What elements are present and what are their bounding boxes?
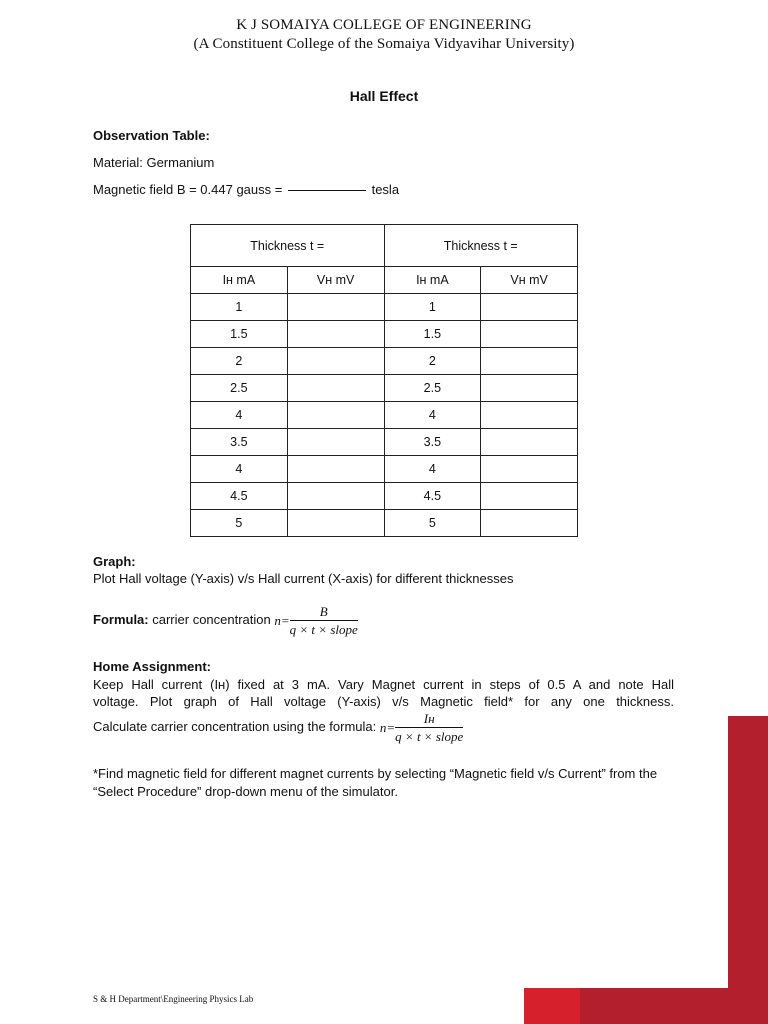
table-cell <box>481 402 578 429</box>
table-cell <box>287 375 384 402</box>
table-cell: 3.5 <box>191 429 288 456</box>
assignment-formula-numerator: Iʜ <box>395 711 463 728</box>
formula-line <box>93 604 358 637</box>
table-cell <box>481 429 578 456</box>
formula-denominator: q × t × slope <box>289 622 358 637</box>
table-cell <box>481 375 578 402</box>
assignment-calc-text: Calculate carrier concentration using the formula: <box>93 718 377 734</box>
table-cell: 1 <box>191 294 288 321</box>
table-cell: 4 <box>384 402 481 429</box>
table-cell <box>481 456 578 483</box>
college-header <box>0 16 768 54</box>
formula-lhs: n= <box>274 613 290 628</box>
table-cell: 2 <box>191 348 288 375</box>
fill-in-blank <box>288 190 366 191</box>
assignment-line-1: Keep Hall current (Iʜ) fixed at 3 mA. Vary Magnet current in steps of 0.5 A and note Hall <box>93 677 674 692</box>
table-cell <box>287 402 384 429</box>
decorative-red-bar-vertical <box>728 716 768 1024</box>
table-cell <box>287 321 384 348</box>
assignment-formula-line <box>93 711 463 744</box>
table-row <box>191 456 578 483</box>
table-cell <box>287 348 384 375</box>
table-row <box>191 321 578 348</box>
table-cell <box>287 456 384 483</box>
page-title: Hall Effect <box>349 88 419 104</box>
col-header-ih-2: Iʜ mA <box>384 267 481 294</box>
formula-numerator: B <box>290 604 358 621</box>
table-cell <box>287 294 384 321</box>
col-header-vh-1: Vʜ mV <box>287 267 384 294</box>
graph-heading: Graph: <box>93 554 136 569</box>
table-cell <box>481 321 578 348</box>
table-cell: 5 <box>191 510 288 537</box>
assignment-heading: Home Assignment: <box>93 659 211 674</box>
table-row <box>191 375 578 402</box>
formula-label: Formula: <box>93 611 149 627</box>
table-cell: 3.5 <box>384 429 481 456</box>
material-text: Material: Germanium <box>93 155 215 170</box>
thickness-header-1: Thickness t = <box>191 225 385 267</box>
table-row <box>191 402 578 429</box>
observation-heading: Observation Table: <box>93 128 210 143</box>
college-subtitle: (A Constituent College of the Somaiya Vidyavihar University) <box>193 36 575 52</box>
table-cell <box>287 483 384 510</box>
table-cell: 5 <box>384 510 481 537</box>
table-cell: 4 <box>191 456 288 483</box>
table-cell: 4.5 <box>384 483 481 510</box>
table-cell: 4.5 <box>191 483 288 510</box>
table-group-header-row <box>191 225 578 267</box>
col-header-vh-2: Vʜ mV <box>481 267 578 294</box>
formula-fraction <box>290 604 358 637</box>
table-cell <box>481 294 578 321</box>
table-row <box>191 510 578 537</box>
table-cell: 2 <box>384 348 481 375</box>
table-cell: 1 <box>384 294 481 321</box>
magnetic-field-suffix: tesla <box>371 182 400 197</box>
assignment-formula-lhs: n= <box>379 720 396 735</box>
decorative-red-bar-accent <box>524 988 580 1024</box>
footer-text: S & H Department\Engineering Physics Lab <box>93 994 254 1004</box>
table-cell <box>481 348 578 375</box>
table-row <box>191 429 578 456</box>
table-cell <box>287 429 384 456</box>
thickness-header-2: Thickness t = <box>384 225 578 267</box>
assignment-formula-fraction <box>395 711 463 744</box>
assignment-note: *Find magnetic field for different magnet currents by selecting “Magnetic field v/s Current” from the “Select Procedure” drop-down menu of the simulator. <box>93 766 658 799</box>
assignment-formula-denominator: q × t × slope <box>395 729 464 744</box>
col-header-ih-1: Iʜ mA <box>191 267 288 294</box>
college-name: K J SOMAIYA COLLEGE OF ENGINEERING <box>236 17 532 33</box>
assignment-line-2: voltage. Plot graph of Hall voltage (Y-axis) v/s Magnetic field* for any one thickness. <box>93 694 674 709</box>
magnetic-field-line <box>93 181 399 198</box>
table-cell <box>481 483 578 510</box>
graph-text: Plot Hall voltage (Y-axis) v/s Hall current (X-axis) for different thicknesses <box>93 571 514 586</box>
table-cell <box>287 510 384 537</box>
magnetic-field-prefix: Magnetic field B = 0.447 gauss = <box>93 182 286 197</box>
table-cell: 1.5 <box>384 321 481 348</box>
table-cell: 4 <box>191 402 288 429</box>
table-row <box>191 483 578 510</box>
formula-text: carrier concentration <box>152 611 271 627</box>
table-cell <box>481 510 578 537</box>
table-row <box>191 294 578 321</box>
table-cell: 4 <box>384 456 481 483</box>
table-cell: 1.5 <box>191 321 288 348</box>
observation-table <box>190 224 578 537</box>
table-row <box>191 348 578 375</box>
table-cell: 2.5 <box>191 375 288 402</box>
table-cell: 2.5 <box>384 375 481 402</box>
table-column-header-row <box>191 267 578 294</box>
